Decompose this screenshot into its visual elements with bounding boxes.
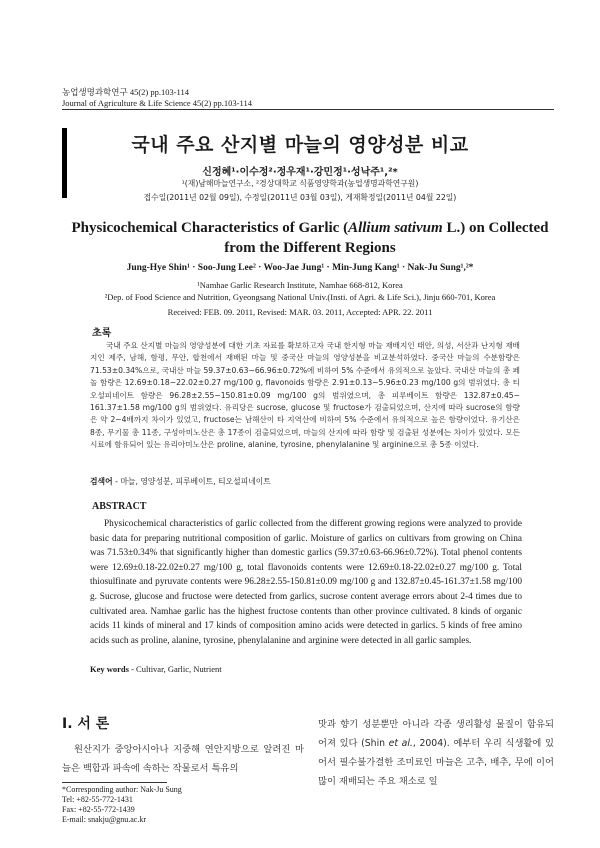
abstract-ko-heading: 초록 (92, 328, 112, 339)
affiliation-ko: ¹(재)남해마늘연구소, ²경상대학교 식품영양학과(농업생명과학연구원) (181, 179, 419, 188)
intro-heading: Ⅰ. 서 론 (62, 716, 110, 732)
footnote-rule (62, 782, 167, 783)
affiliation-en-1: ¹Namhae Garlic Research Institute, Namhae 668-812, Korea (197, 280, 403, 290)
intro-right-column (318, 715, 554, 791)
footnote-email: E-mail: snakju@gnu.ac.kr (62, 815, 147, 824)
keywords-en-text: - Cultivar, Garlic, Nutrient (128, 664, 222, 674)
keywords-ko-label: 검색어 (90, 477, 113, 486)
abstract-ko-body: 국내 주요 산지별 마늘의 영양성분에 대한 기초 자료를 확보하고자 국내 한지형 마늘 재배지인 태안, 의성, 서산과 난지형 재배지인 제주, 남해, 함평, 무안, 합천에서 재배된 마늘 및 중국산 마늘의 영양성분을 비교분석하였다. 중국산 마늘의 수분함량은 71.53±0.34%으로, 국내산 마늘 59.37±0.63~66.96±0.72%에 비하여 5% 수준에서 유의적으로 높았다. 국내산 마늘의 총 페놀 함량은 12.69±0.18~22.02±0.27 mg/100 g, flavonoids 함량은 2.91±0.13~5.96±0.23 mg/100 g의 범위였다. 총 티오설피네이트 함량은 96.28±2.55~150.81±0.09 mg/100 g의 범위였으며, 총 피루베이트 함량은 132.87±0.45~ 161.37±1.58 mg/100 g의 범위였다. 유리당은 sucrose, glucose 및 fructose가 검출되었으며, 산지에 따라 sucrose의 함량은 약 2~4배까지 차이가 있었고, fructose는 남해산이 타 지역산에 비하여 5% 수준에서 유의적으로 높은 함량이었다. 유기산은 8종, 무기물 총 11종, 구성아미노산은 총 17종이 검출되었으며, 마늘의 산지에 따라 함량 및 검출된 성분에는 차이가 있었다. 모든 시료에 함유되어 있는 유리아미노산은 proline, alanine, tyrosine, phenylalanine 및 arginine으로 총 5종 이었다. (90, 341, 520, 450)
journal-citation-en: Journal of Agriculture & Life Science 45(2) pp.103-114 (62, 98, 252, 108)
abstract-en-heading: ABSTRACT (92, 501, 147, 512)
footnote-corresponding: *Corresponding author: Nak-Ju Sung (62, 785, 182, 794)
footnote-fax: Fax: +82-55-772-1439 (62, 805, 135, 814)
intro-left-column: 원산지가 중앙아시아나 지중해 연안지방으로 알려진 마늘은 백합과 파속에 속하는 작물로서 특유의 (62, 744, 304, 774)
dates-ko: 접수일(2011년 02월 09일), 수정일(2011년 03월 03일), 게재확정일(2011년 04월 22일) (143, 193, 457, 202)
keywords-ko-text: - 마늘, 영양성분, 피루베이트, 티오설피네이트 (112, 477, 271, 486)
dates-en: Received: FEB. 09. 2011, Revised: MAR. 03. 2011, Accepted: APR. 22. 2011 (167, 307, 433, 317)
authors-en: Jung-Hye Shin¹ · Soo-Jung Lee² · Woo-Jae Jung¹ · Min-Jung Kang¹ · Nak-Ju Sung¹,²* (126, 263, 474, 273)
authors-ko: 신정혜¹·이수정²·정우재¹·강민정¹·성낙주¹,²* (202, 167, 398, 178)
keywords-ko (90, 476, 271, 487)
journal-citation-ko: 농업생명과학연구 45(2) pp.103-114 (62, 87, 189, 97)
abstract-en-body: Physicochemical characteristics of garlic collected from the different growing regions were analyzed to provide basic data for preparing nutritional composition of garlic. Moisture of garlics on cultivars from growing on China was 71.53±0.34% that significantly higher than domestic garlics (59.37±0.63-66.96±0.72%). Total phenol contents were 12.69±0.18-22.02±0.27 mg/100 g, total flavonoids contents were 12.69±0.18-22.02±0.27 mg/100 g. Total thiosulfinate and pyruvate contents were 96.28±2.55-150.81±0.09 mg/100 g and 132.87±0.45-161.37±1.58 mg/100 g. Sucrose, glucose and fructose were detected from garlics, sucrose content average errors about 2-4 times due to cultivated area. Namhae garlic has the highest fructose contents than other province cultivated. 8 kinds of organic acids 11 kinds of mineral and 17 kinds of composition amino acids were detected in garlics. 5 kinds of free amino acids such as proline, alanine, tyrosine, phenylalanine and arginine were detected in all garlic samples. (90, 519, 522, 646)
affiliation-en-2: ²Dep. of Food Science and Nutrition, Gyeongsang National Univ.(Insti. of Agri. & Life Sci.), Jinju 660-701, Korea (104, 292, 496, 302)
keywords-en-label: Key words (90, 664, 129, 674)
title-en-post: L.) on Collected from the Different Regions (224, 220, 549, 256)
header-rule (62, 109, 554, 110)
intro-right-pre: 맛과 향기 성분뿐만 아니라 각종 생리활성 물질이 함유되어져 있다 (Shin (318, 719, 554, 749)
footnote-tel: Tel: +82-55-772-1431 (62, 795, 133, 804)
footnote (62, 785, 182, 825)
intro-right-post: , 2004). 예부터 우리 식생활에 있어서 필수불가결한 조미료인 마늘은 고추, 배추, 무에 이어 많이 재배되는 주요 채소로 일 (318, 738, 554, 787)
intro-right-etal: et al. (388, 738, 413, 749)
title-ko: 국내 주요 산지별 마늘의 영양성분 비교 (131, 134, 469, 156)
journal-header (62, 87, 252, 109)
title-en (60, 218, 560, 258)
title-en-species: Allium sativum (348, 220, 443, 236)
title-en-pre: Physicochemical Characteristics of Garlic ( (71, 220, 349, 236)
keywords-en (90, 664, 222, 674)
